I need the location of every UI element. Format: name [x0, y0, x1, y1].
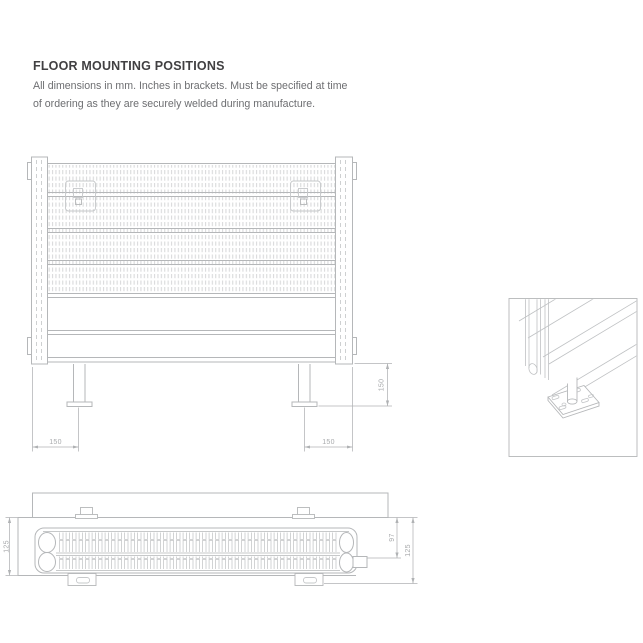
dimension-label-depth-left: 125: [3, 540, 11, 553]
subtitle-line-2: of ordering as they are securely welded during manufacture.: [33, 97, 316, 110]
plan-fins-row-2: [58, 557, 338, 570]
plan-view: [4, 493, 418, 586]
subtitle-line-1: All dimensions in mm. Inches in brackets. Must be specified at time: [33, 80, 348, 92]
dimension-label-depth-right: 125: [405, 544, 412, 557]
plan-right-foot: [295, 574, 323, 586]
front-right-leg: [292, 364, 317, 407]
detail-box: [509, 250, 637, 457]
plan-left-foot: [68, 574, 96, 586]
detail-columns: [526, 299, 549, 380]
front-view: [28, 157, 393, 452]
front-right-end-cap: [336, 157, 357, 364]
dimension-label-left-inset: 150: [49, 439, 62, 446]
plan-fins-row-1: [58, 533, 338, 553]
dimension-label-pipe-offset: 97: [389, 533, 396, 542]
front-left-leg: [67, 364, 92, 407]
front-dimensions: [33, 364, 393, 452]
plan-convector-core: [35, 528, 367, 573]
front-left-end-cap: [28, 157, 48, 364]
plan-pipe-connection: [353, 557, 367, 568]
dimension-label-leg-height: 150: [378, 378, 386, 392]
page-title: FLOOR MOUNTING POSITIONS: [33, 59, 225, 73]
dimension-label-right-inset: 150: [322, 439, 335, 446]
